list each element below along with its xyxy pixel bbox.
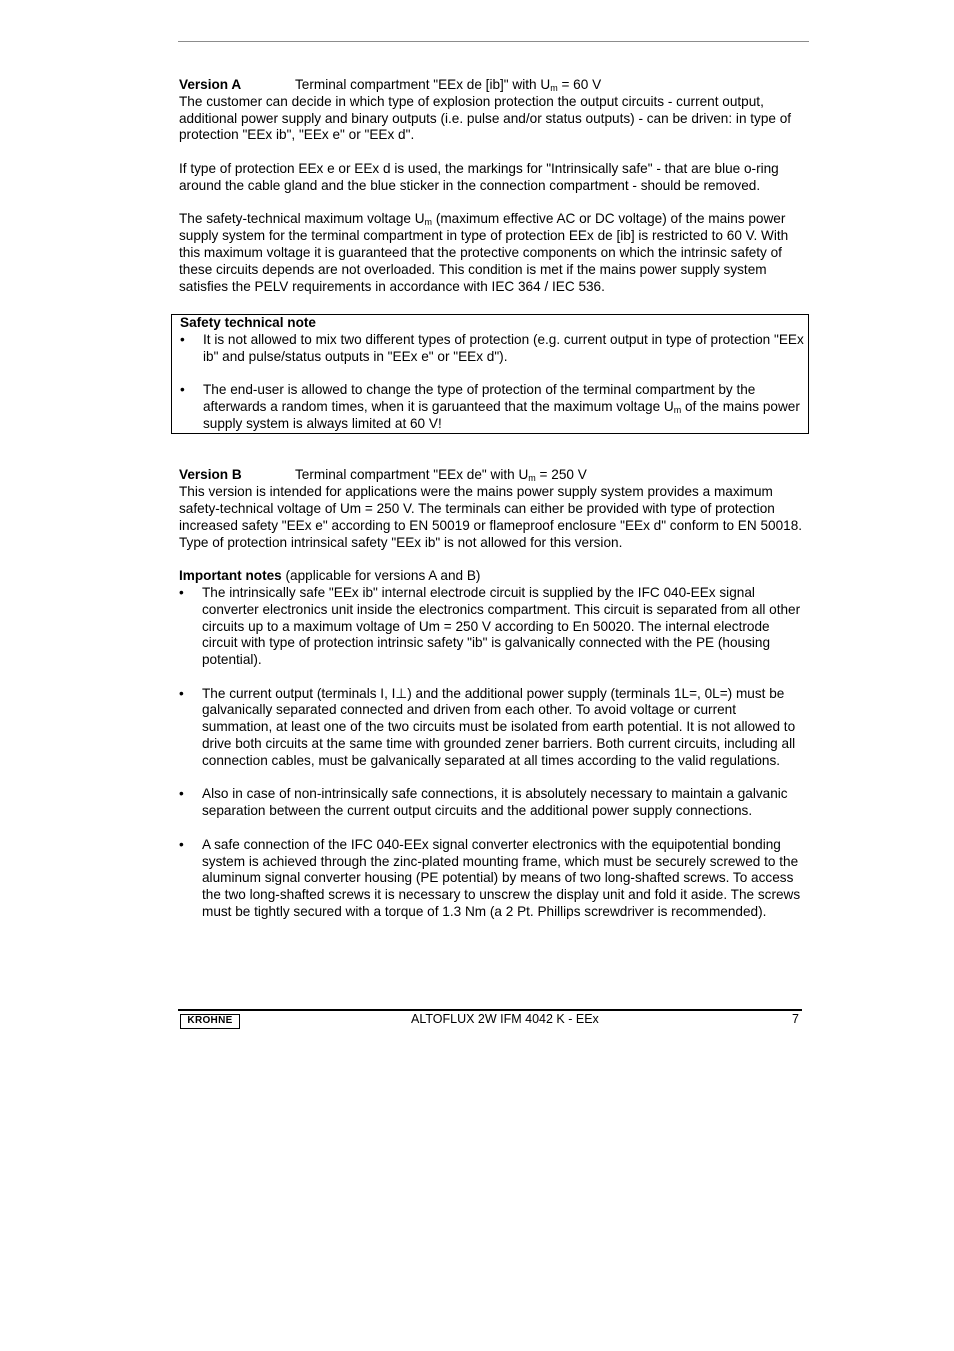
version-a-paragraph-3-start: The safety-technical maximum voltage U	[179, 211, 425, 227]
krohne-logo: KROHNE	[180, 1014, 240, 1029]
version-b-heading	[179, 467, 804, 484]
safety-note-item-2	[203, 382, 800, 431]
version-a-title-subscript: m	[550, 83, 558, 93]
important-notes-subtitle: (applicable for versions A and B)	[281, 568, 481, 584]
version-b-label: Version B	[179, 467, 242, 483]
version-a-paragraph-2: If type of protection EEx e or EEx d is used, the markings for "Intrinsically safe" - that are blue o-ring around the cable gland and the blue sticker in the connection compartment - should be removed.	[179, 160, 779, 193]
footer-rule	[178, 1009, 802, 1011]
important-note-2: The current output (terminals I, I⊥) and the additional power supply (terminals 1L=, 0L=) must be galvanically separated connected and driven from each other. To avoid voltage or current summation, at least one of the two circuits must be isolated from earth potential. It is not allowed to drive both circuits at the same time with grounded zener barriers. Both current circuits, including all connection cables, must be galvanically separated at all times according to the valid regulations.	[202, 685, 796, 768]
version-a-title	[295, 77, 601, 92]
bullet-icon: •	[179, 786, 184, 802]
safety-note-box	[171, 314, 809, 434]
safety-note-title-text: Safety technical note	[180, 315, 316, 331]
version-b-title-subscript: m	[528, 473, 536, 484]
bullet-icon: •	[179, 685, 184, 701]
bullet-icon: •	[179, 584, 184, 600]
version-b-title-value: = 250 V	[535, 467, 587, 483]
list-item	[179, 837, 804, 921]
important-notes-list	[179, 585, 804, 921]
version-a-title-text: Terminal compartment "EEx de [ib]" with U	[295, 77, 551, 92]
page-number: 7	[792, 1012, 799, 1026]
important-notes-title: Important notes	[179, 568, 282, 584]
version-b-title-text: Terminal compartment "EEx de" with U	[295, 467, 529, 483]
version-a-paragraph-3	[179, 211, 804, 295]
version-a-heading	[179, 77, 804, 94]
important-note-3: Also in case of non-intrinsically safe connections, it is absolutely necessary to maintain a galvanic separation between the current output circuits and the additional power supply connections.	[202, 786, 788, 819]
safety-note-item-2-start: The end-user is allowed to change the type of protection of the terminal compartment by the afterwards a random times, when it is garuanteed that the maximum voltage U	[203, 382, 756, 415]
list-spacer	[180, 366, 808, 383]
header-rule	[178, 41, 809, 42]
safety-note-item-1: It is not allowed to mix two different types of protection (e.g. current output in type of protection "EEx ib" and pulse/status outputs in "EEx e" or "EEx d").	[203, 331, 804, 364]
safety-note-title	[180, 315, 808, 332]
list-item	[179, 786, 804, 820]
safety-note-item-2-subscript: m	[673, 405, 682, 416]
list-spacer	[179, 770, 804, 787]
version-b-paragraph-1: This version is intended for applications were the mains power supply system provides a maximum safety-technical voltage of Um = 250 V. The terminals can either be provided with type of protection increased safety "EEx e" according to EN 50019 or flameproof enclosure "EEx d" conform to EN 50018. Type of protection intrinsical safety "EEx ib" is not allowed for this version.	[179, 484, 803, 550]
list-spacer	[179, 669, 804, 686]
safety-note-item-2-end: of the mains power supply system is always limited at 60 V!	[203, 399, 800, 431]
important-note-1: The intrinsically safe "EEx ib" internal electrode circuit is supplied by the IFC 040-EEx signal converter electronics unit inside the electronics compartment. This circuit is separated from all other circuits up to a maximum voltage of Um = 250 V according to En 50020. The internal electrode circuit with type of protection intrinsic safety "ib" is galvanically connected with the PE (housing potential).	[202, 584, 801, 668]
version-a-paragraph-1: The customer can decide in which type of explosion protection the output circuits - current output, additional power supply and binary outputs (i.e. pulse and/or status outputs) - can be driven: in type of protection "EEx ib", "EEx e" or "EEx d".	[179, 93, 792, 143]
list-item	[180, 382, 808, 432]
list-spacer	[179, 820, 804, 837]
version-a-paragraph-3-subscript: m	[424, 217, 433, 228]
list-item	[179, 686, 804, 770]
version-a-paragraph-3-end: (maximum effective AC or DC voltage) of the mains power supply system for the terminal compartment in type of protection EEx de [ib] is restricted to 60 V. With this maximum voltage it is guaranteed that the protective components on which the intrinsic safety of these circuits depends are not overloaded. This condition is met if the mains power supply system satisfies the PELV requirements in accordance with IEC 364 / IEC 536.	[179, 211, 789, 294]
bullet-icon: •	[180, 382, 185, 398]
list-item	[179, 585, 804, 669]
important-notes-heading	[179, 568, 804, 585]
bullet-icon: •	[180, 331, 185, 347]
version-b-title	[295, 467, 587, 482]
list-item	[180, 332, 808, 366]
page-content	[179, 77, 804, 921]
important-note-4: A safe connection of the IFC 040-EEx signal converter electronics with the equipotential bonding system is achieved through the zinc-plated mounting frame, which must be securely screwed to the aluminum signal converter housing (PE potential) by means of two long-shafted screws. To access the two long-shafted screws it is necessary to unscrew the display unit and fold it aside. The screws must be tightly secured with a torque of 1.3 Nm (a 2 Pt. Phillips screwdriver is recommended).	[202, 836, 801, 920]
version-a-label: Version A	[179, 77, 242, 92]
bullet-icon: •	[179, 836, 184, 852]
safety-note-list	[180, 332, 808, 433]
version-a-title-value: = 60 V	[557, 77, 602, 92]
footer-title: ALTOFLUX 2W IFM 4042 K - EEx	[411, 1012, 599, 1026]
